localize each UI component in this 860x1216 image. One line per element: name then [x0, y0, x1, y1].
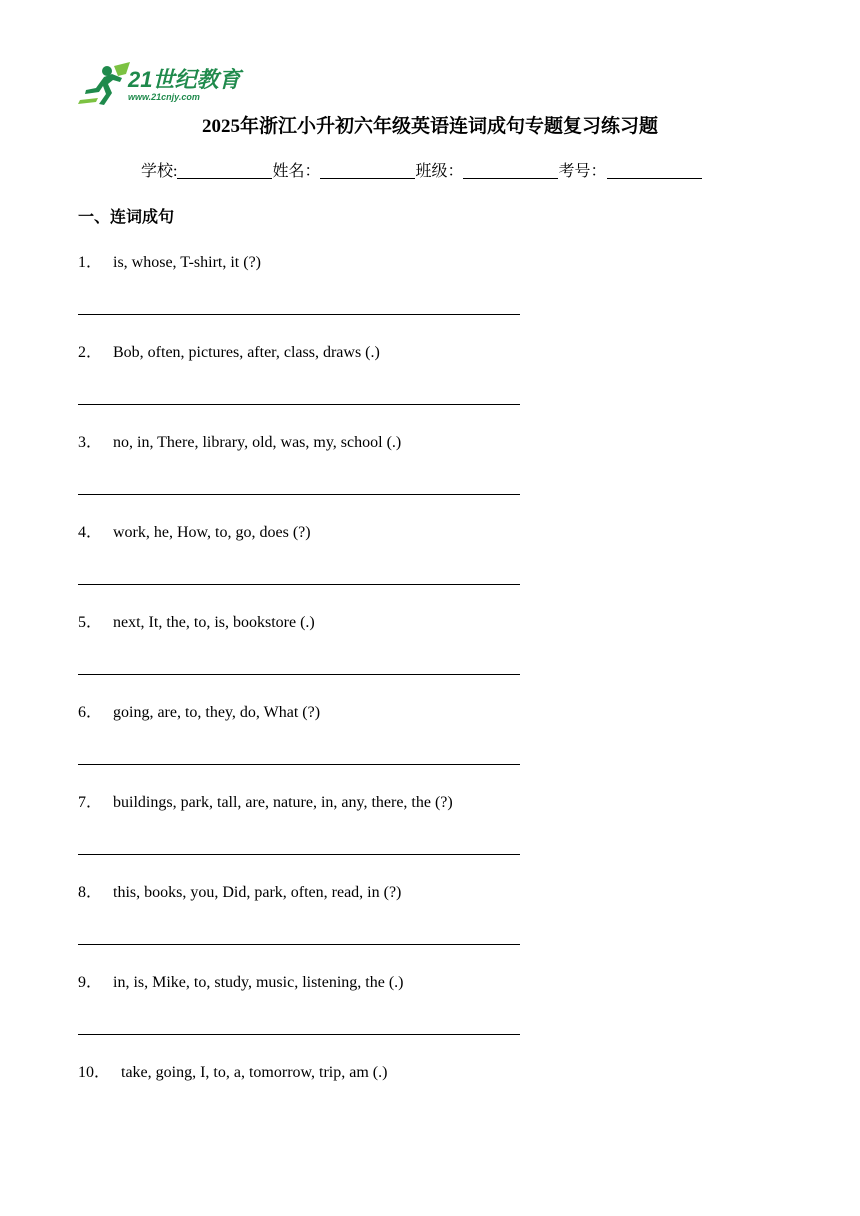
number-label: 考号：: [558, 163, 607, 180]
question-text: next, It, the, to, is, bookstore (.): [113, 614, 315, 631]
page-title: 2025年浙江小升初六年级英语连词成句专题复习练习题: [201, 116, 658, 137]
question-10: [78, 1062, 387, 1084]
question-text: no, in, There, library, old, was, my, school (.): [113, 434, 402, 451]
answer-line-5[interactable]: [78, 674, 520, 675]
answer-line-1[interactable]: [78, 314, 520, 315]
name-blank: [320, 160, 415, 179]
school-label: 学校:: [141, 163, 178, 180]
answer-line-4[interactable]: [78, 584, 520, 585]
question-8: [78, 882, 401, 904]
question-number: 5．: [78, 614, 103, 631]
question-text: buildings, park, tall, are, nature, in, any, there, the (?): [113, 794, 453, 811]
answer-line-9[interactable]: [78, 1034, 520, 1035]
question-6: [78, 702, 320, 724]
answer-line-7[interactable]: [78, 854, 520, 855]
question-number: 4．: [78, 524, 103, 541]
logo-text: 21世纪教育: [128, 67, 241, 92]
question-number: 6．: [78, 704, 103, 721]
question-number: 2．: [78, 344, 103, 361]
question-number: 1．: [78, 254, 103, 271]
question-text: work, he, How, to, go, does (?): [113, 524, 311, 541]
question-7: [78, 792, 453, 814]
question-4: [78, 522, 311, 544]
student-info-row: [141, 160, 702, 184]
question-text: in, is, Mike, to, study, music, listening, the (.): [113, 974, 404, 991]
section-heading: 一、连词成句: [78, 207, 175, 226]
question-1: [78, 252, 261, 274]
question-text: this, books, you, Did, park, often, read, in (?): [113, 884, 402, 901]
answer-line-2[interactable]: [78, 404, 520, 405]
school-blank: [177, 160, 272, 179]
question-5: [78, 612, 315, 634]
question-number: 10．: [78, 1064, 111, 1081]
question-text: going, are, to, they, do, What (?): [113, 704, 321, 721]
question-number: 8．: [78, 884, 103, 901]
question-number: 3．: [78, 434, 103, 451]
logo: [78, 62, 248, 106]
logo-url: www.21cnjy.com: [128, 92, 200, 102]
question-text: Bob, often, pictures, after, class, draws (.): [113, 344, 380, 361]
answer-line-6[interactable]: [78, 764, 520, 765]
question-number: 9．: [78, 974, 103, 991]
name-label: 姓名：: [272, 163, 321, 180]
question-3: [78, 432, 401, 454]
class-blank: [463, 160, 558, 179]
question-number: 7．: [78, 794, 103, 811]
number-blank: [607, 160, 702, 179]
question-2: [78, 342, 380, 364]
question-text: take, going, I, to, a, tomorrow, trip, am (.): [121, 1064, 388, 1081]
answer-line-8[interactable]: [78, 944, 520, 945]
running-figure-icon: [78, 62, 130, 106]
question-9: [78, 972, 404, 994]
class-label: 班级：: [415, 163, 464, 180]
answer-line-3[interactable]: [78, 494, 520, 495]
question-text: is, whose, T-shirt, it (?): [113, 254, 261, 271]
